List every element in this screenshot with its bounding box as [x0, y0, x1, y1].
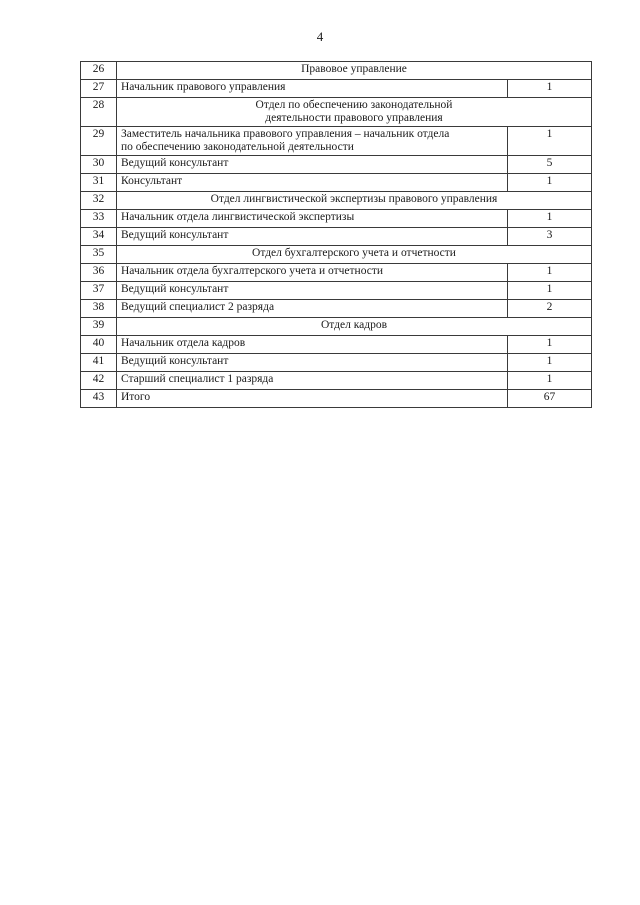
position-name: Ведущий консультант — [117, 228, 508, 246]
section-title-line: деятельности правового управления — [265, 112, 443, 124]
position-count: 2 — [508, 300, 592, 318]
position-count: 1 — [508, 127, 592, 156]
total-label: Итого — [117, 390, 508, 408]
table-row — [81, 210, 592, 228]
position-count: 1 — [508, 210, 592, 228]
position-count: 1 — [508, 336, 592, 354]
table-row — [81, 228, 592, 246]
row-number: 31 — [81, 174, 117, 192]
position-count: 5 — [508, 156, 592, 174]
page-number: 4 — [316, 29, 324, 44]
position-count: 1 — [508, 264, 592, 282]
staffing-table — [80, 61, 592, 408]
position-name: Начальник отдела кадров — [117, 336, 508, 354]
position-count: 1 — [508, 174, 592, 192]
section-title: Правовое управление — [117, 62, 592, 80]
section-title: Отдел кадров — [117, 318, 592, 336]
position-name: Начальник правового управления — [117, 80, 508, 98]
row-number: 35 — [81, 246, 117, 264]
position-count: 1 — [508, 80, 592, 98]
section-title: Отдел лингвистической экспертизы правового управления — [117, 192, 592, 210]
table-row-total — [81, 390, 592, 408]
position-name: Ведущий консультант — [117, 282, 508, 300]
position-name — [117, 127, 508, 156]
row-number: 42 — [81, 372, 117, 390]
position-count: 1 — [508, 372, 592, 390]
row-number: 30 — [81, 156, 117, 174]
position-name: Старший специалист 1 разряда — [117, 372, 508, 390]
position-name: Ведущий консультант — [117, 354, 508, 372]
table-row — [81, 127, 592, 156]
position-name-line: по обеспечению законодательной деятельности — [121, 141, 354, 153]
position-name: Ведущий специалист 2 разряда — [117, 300, 508, 318]
table-row-section — [81, 98, 592, 127]
table-row — [81, 264, 592, 282]
table-row — [81, 156, 592, 174]
row-number: 33 — [81, 210, 117, 228]
table-row — [81, 174, 592, 192]
table-row — [81, 372, 592, 390]
position-count: 1 — [508, 354, 592, 372]
row-number: 41 — [81, 354, 117, 372]
row-number: 37 — [81, 282, 117, 300]
row-number: 29 — [81, 127, 117, 156]
section-title — [117, 98, 592, 127]
table-row — [81, 336, 592, 354]
table-row — [81, 282, 592, 300]
row-number: 39 — [81, 318, 117, 336]
row-number: 26 — [81, 62, 117, 80]
row-number: 40 — [81, 336, 117, 354]
total-count: 67 — [508, 390, 592, 408]
position-name: Начальник отдела бухгалтерского учета и отчетности — [117, 264, 508, 282]
row-number: 36 — [81, 264, 117, 282]
position-count: 1 — [508, 282, 592, 300]
row-number: 43 — [81, 390, 117, 408]
position-name: Ведущий консультант — [117, 156, 508, 174]
position-count: 3 — [508, 228, 592, 246]
position-name: Консультант — [117, 174, 508, 192]
row-number: 27 — [81, 80, 117, 98]
position-name-line: Заместитель начальника правового управления – начальник отдела — [121, 128, 450, 140]
table-row — [81, 80, 592, 98]
table-row-section — [81, 192, 592, 210]
table-row-section — [81, 318, 592, 336]
table-row-section — [81, 62, 592, 80]
row-number: 34 — [81, 228, 117, 246]
table-row-section — [81, 246, 592, 264]
section-title: Отдел бухгалтерского учета и отчетности — [117, 246, 592, 264]
row-number: 38 — [81, 300, 117, 318]
position-name: Начальник отдела лингвистической экспертизы — [117, 210, 508, 228]
table-row — [81, 354, 592, 372]
row-number: 28 — [81, 98, 117, 127]
section-title-line: Отдел по обеспечению законодательной — [255, 99, 453, 111]
row-number: 32 — [81, 192, 117, 210]
table-row — [81, 300, 592, 318]
